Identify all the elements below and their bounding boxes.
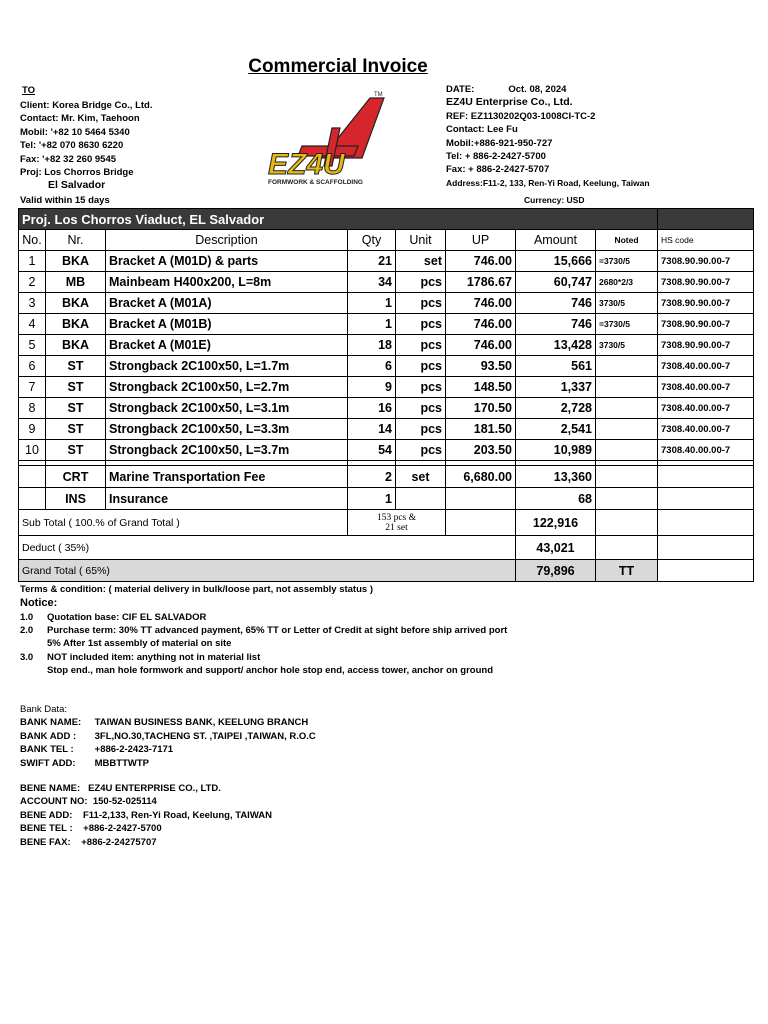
row-amount: 13,360 <box>516 466 596 488</box>
subtotal-qty-pcs: 153 pcs & <box>376 512 417 523</box>
row-no: 10 <box>19 440 46 461</box>
notice-item: 3.0 NOT included item: anything not in material list <box>20 651 261 663</box>
row-qty: 9 <box>348 377 396 398</box>
row-hs-code: 7308.40.00.00-7 <box>658 377 754 398</box>
client-contact: Contact: Mr. Kim, Taehoon <box>20 113 140 125</box>
date-label: DATE: <box>446 84 475 95</box>
invoice-title: Commercial Invoice <box>248 56 428 77</box>
col-unit: Unit <box>396 230 446 251</box>
table-row <box>19 466 754 488</box>
bene-account-row: ACCOUNT NO: 150-52-025114 <box>20 796 157 808</box>
row-amount: 561 <box>516 356 596 377</box>
row-nr: INS <box>46 488 106 510</box>
row-hs-code: 7308.90.90.00-7 <box>658 335 754 356</box>
row-unit: pcs <box>396 377 446 398</box>
notice-item: 2.0 Purchase term: 30% TT advanced payment, 65% TT or Letter of Credit at sight before ship arrived port <box>20 625 508 637</box>
row-no: 7 <box>19 377 46 398</box>
bene-tel-row: BENE TEL : +886-2-2427-5700 <box>20 823 162 835</box>
row-unit <box>396 488 446 510</box>
row-nr: BKA <box>46 335 106 356</box>
grand-total-amount: 79,896 <box>516 560 596 582</box>
logo-wordmark: EZ4U <box>268 148 345 181</box>
project-band <box>19 209 754 230</box>
row-qty: 18 <box>348 335 396 356</box>
notice-item: Stop end., man hole formwork and support/ anchor hole stop end, access tower, anchor on ground <box>47 664 494 676</box>
row-up: 6,680.00 <box>446 466 516 488</box>
trademark-mark: TM <box>374 92 383 98</box>
seller-block <box>446 83 650 190</box>
row-description: Bracket A (M01E) <box>106 335 348 356</box>
table-row <box>19 356 754 377</box>
row-qty: 54 <box>348 440 396 461</box>
client-proj: Proj: Los Chorros Bridge <box>20 167 134 179</box>
table-row <box>19 272 754 293</box>
row-hs-code: 7308.90.90.00-7 <box>658 293 754 314</box>
col-hs-code: HS code <box>658 230 754 251</box>
row-nr: ST <box>46 377 106 398</box>
bank-data <box>20 703 316 770</box>
grand-total-label: Grand Total ( 65%) <box>19 560 516 582</box>
bank-add-row: BANK ADD : 3FL,NO.30,TACHENG ST. ,TAIPEI ,TAIWAN, R.O.C <box>20 730 316 742</box>
notice-item: 1.0 Quotation base: CIF EL SALVADOR <box>20 612 207 623</box>
subtotal-qty-note <box>348 510 446 536</box>
row-noted <box>596 377 658 398</box>
row-hs-code: 7308.40.00.00-7 <box>658 419 754 440</box>
bank-heading: Bank Data: <box>20 704 67 715</box>
row-noted <box>596 356 658 377</box>
table-row <box>19 251 754 272</box>
row-noted <box>596 398 658 419</box>
row-amount: 1,337 <box>516 377 596 398</box>
row-amount: 60,747 <box>516 272 596 293</box>
row-amount: 2,541 <box>516 419 596 440</box>
row-qty: 2 <box>348 466 396 488</box>
row-up: 181.50 <box>446 419 516 440</box>
col-qty: Qty <box>348 230 396 251</box>
notice-item: 5% After 1st assembly of material on site <box>47 638 232 650</box>
row-qty: 1 <box>348 488 396 510</box>
row-amount: 746 <box>516 314 596 335</box>
col-amount: Amount <box>516 230 596 251</box>
row-noted: =3730/5 <box>596 314 658 335</box>
row-unit: pcs <box>396 440 446 461</box>
row-unit: pcs <box>396 293 446 314</box>
col-noted: Noted <box>596 230 658 251</box>
bank-name-row: BANK NAME: TAIWAN BUSINESS BANK, KEELUNG BRANCH <box>20 717 309 729</box>
row-unit: pcs <box>396 398 446 419</box>
row-qty: 6 <box>348 356 396 377</box>
row-up: 1786.67 <box>446 272 516 293</box>
col-no: No. <box>19 230 46 251</box>
row-unit: set <box>396 251 446 272</box>
subtotal-amount: 122,916 <box>516 510 596 536</box>
subtotal-label: Sub Total ( 100.% of Grand Total ) <box>19 510 348 536</box>
beneficiary-data <box>20 782 272 849</box>
row-unit: pcs <box>396 335 446 356</box>
row-up: 203.50 <box>446 440 516 461</box>
row-qty: 1 <box>348 293 396 314</box>
row-nr: BKA <box>46 314 106 335</box>
row-nr: BKA <box>46 251 106 272</box>
row-hs-code: 7308.90.90.00-7 <box>658 272 754 293</box>
row-description: Strongback 2C100x50, L=1.7m <box>106 356 348 377</box>
terms-line: Terms & condition: ( material delivery in bulk/loose part, not assembly status ) <box>20 584 373 595</box>
row-unit: set <box>396 466 446 488</box>
row-up <box>446 488 516 510</box>
seller-tel: Tel: + 886-2-2427-5700 <box>446 151 546 163</box>
row-amount: 13,428 <box>516 335 596 356</box>
row-qty: 1 <box>348 314 396 335</box>
date-row <box>446 83 650 96</box>
seller-contact: Contact: Lee Fu <box>446 124 518 136</box>
notice-heading: Notice: <box>20 597 58 609</box>
to-label: TO <box>22 85 36 96</box>
row-description: Bracket A (M01D) & parts <box>106 251 348 272</box>
row-qty: 16 <box>348 398 396 419</box>
row-amount: 2,728 <box>516 398 596 419</box>
client-tel: Tel: '+82 070 8630 6220 <box>20 140 124 152</box>
row-no: 5 <box>19 335 46 356</box>
client-proj-location: El Salvador <box>48 179 106 192</box>
row-nr: ST <box>46 419 106 440</box>
deduct-amount: 43,021 <box>516 536 596 560</box>
col-up: UP <box>446 230 516 251</box>
table-row <box>19 314 754 335</box>
row-nr: ST <box>46 440 106 461</box>
seller-fax: Fax: + 886-2-2427-5707 <box>446 164 550 176</box>
validity-note: Valid within 15 days <box>20 195 110 206</box>
row-no: 8 <box>19 398 46 419</box>
row-description: Strongback 2C100x50, L=3.3m <box>106 419 348 440</box>
currency-note: Currency: USD <box>524 195 585 205</box>
row-nr: MB <box>46 272 106 293</box>
bene-name-row: BENE NAME: EZ4U ENTERPRISE CO., LTD. <box>20 783 221 794</box>
row-up: 93.50 <box>446 356 516 377</box>
notice-list <box>20 611 507 677</box>
row-noted: 3730/5 <box>596 293 658 314</box>
bene-fax-row: BENE FAX: +886-2-24275707 <box>20 836 157 848</box>
table-row <box>19 419 754 440</box>
table-row <box>19 488 754 510</box>
row-description: Strongback 2C100x50, L=2.7m <box>106 377 348 398</box>
row-description: Mainbeam H400x200, L=8m <box>106 272 348 293</box>
row-amount: 15,666 <box>516 251 596 272</box>
invoice-date: Oct. 08, 2024 <box>508 84 567 95</box>
invoice-table <box>18 208 754 582</box>
seller-mobil: Mobil:+886-921-950-727 <box>446 137 553 149</box>
row-amount: 68 <box>516 488 596 510</box>
subtotal-row <box>19 510 754 536</box>
row-nr: CRT <box>46 466 106 488</box>
seller-address: Address:F11-2, 133, Ren-Yi Road, Keelung, Taiwan <box>446 177 650 188</box>
project-title: Proj. Los Chorros Viaduct, EL Salvador <box>19 209 658 230</box>
row-description: Strongback 2C100x50, L=3.1m <box>106 398 348 419</box>
bene-add-row: BENE ADD: F11-2,133, Ren-Yi Road, Keelung, TAIWAN <box>20 809 272 821</box>
table-row <box>19 293 754 314</box>
row-hs-code: 7308.90.90.00-7 <box>658 314 754 335</box>
bank-swift-row: SWIFT ADD: MBBTTWTP <box>20 757 149 769</box>
row-description: Strongback 2C100x50, L=3.7m <box>106 440 348 461</box>
grand-total-row <box>19 560 754 582</box>
row-noted: 3730/5 <box>596 335 658 356</box>
col-nr: Nr. <box>46 230 106 251</box>
row-noted: =3730/5 <box>596 251 658 272</box>
subtotal-qty-set: 21 set <box>385 522 408 533</box>
row-noted <box>596 419 658 440</box>
row-hs-code: 7308.40.00.00-7 <box>658 440 754 461</box>
deduct-label: Deduct ( 35%) <box>19 536 516 560</box>
logo-tagline: FORMWORK & SCAFFOLDING <box>268 179 363 186</box>
client-mobil: Mobil: '+82 10 5464 5340 <box>20 126 130 138</box>
row-amount: 746 <box>516 293 596 314</box>
row-up: 746.00 <box>446 293 516 314</box>
row-up: 746.00 <box>446 335 516 356</box>
row-unit: pcs <box>396 356 446 377</box>
row-qty: 34 <box>348 272 396 293</box>
row-nr: ST <box>46 398 106 419</box>
table-row <box>19 377 754 398</box>
row-unit: pcs <box>396 272 446 293</box>
row-no: 4 <box>19 314 46 335</box>
row-description: Bracket A (M01A) <box>106 293 348 314</box>
deduct-row <box>19 536 754 560</box>
col-description: Description <box>106 230 348 251</box>
row-description: Bracket A (M01B) <box>106 314 348 335</box>
row-no: 6 <box>19 356 46 377</box>
row-up: 746.00 <box>446 314 516 335</box>
row-qty: 14 <box>348 419 396 440</box>
row-noted: 2680*2/3 <box>596 272 658 293</box>
row-unit: pcs <box>396 314 446 335</box>
row-no: 3 <box>19 293 46 314</box>
seller-ref: REF: EZ1130202Q03-1008CI-TC-2 <box>446 110 596 122</box>
row-up: 746.00 <box>446 251 516 272</box>
row-no: 1 <box>19 251 46 272</box>
row-no: 2 <box>19 272 46 293</box>
table-row <box>19 440 754 461</box>
seller-company: EZ4U Enterprise Co., Ltd. <box>446 96 573 109</box>
client-name: Client: Korea Bridge Co., Ltd. <box>20 100 153 111</box>
row-no: 9 <box>19 419 46 440</box>
table-header <box>19 230 754 251</box>
row-amount: 10,989 <box>516 440 596 461</box>
row-description: Insurance <box>106 488 348 510</box>
row-up: 148.50 <box>446 377 516 398</box>
row-up: 170.50 <box>446 398 516 419</box>
row-qty: 21 <box>348 251 396 272</box>
table-row <box>19 398 754 419</box>
row-description: Marine Transportation Fee <box>106 466 348 488</box>
row-hs-code: 7308.40.00.00-7 <box>658 356 754 377</box>
bank-tel-row: BANK TEL : +886-2-2423-7171 <box>20 744 174 756</box>
client-block <box>20 99 152 193</box>
grand-total-method: TT <box>596 560 658 582</box>
company-logo <box>262 88 390 188</box>
row-hs-code: 7308.40.00.00-7 <box>658 398 754 419</box>
row-unit: pcs <box>396 419 446 440</box>
row-nr: ST <box>46 356 106 377</box>
client-fax: Fax: '+82 32 260 9545 <box>20 153 117 165</box>
table-row <box>19 335 754 356</box>
row-hs-code: 7308.90.90.00-7 <box>658 251 754 272</box>
row-noted <box>596 440 658 461</box>
row-nr: BKA <box>46 293 106 314</box>
